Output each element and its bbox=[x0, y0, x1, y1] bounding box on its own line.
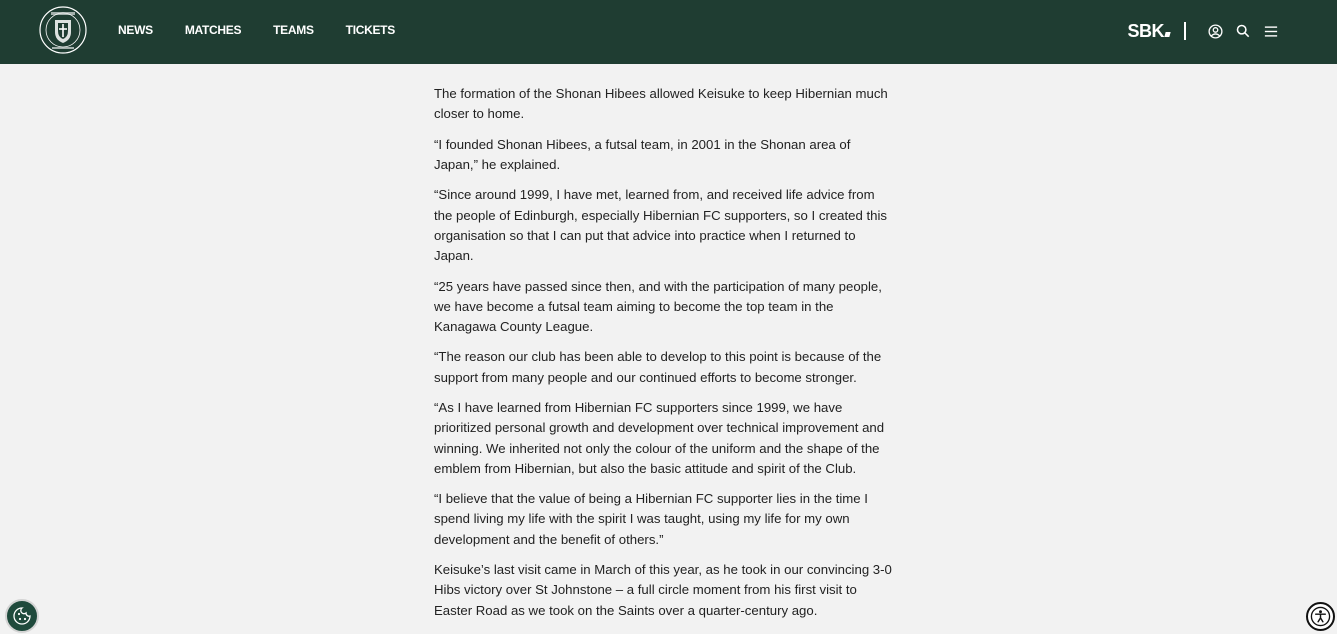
article-paragraph: “25 years have passed since then, and with the participation of many people, we have become a futsal team aiming to become the top team in the Kanagawa County League. bbox=[434, 278, 882, 334]
nav-matches[interactable]: MATCHES bbox=[184, 23, 242, 37]
article-paragraph: The formation of the Shonan Hibees allowed Keisuke to keep Hibernian much closer to home. bbox=[434, 86, 888, 122]
article-body bbox=[434, 84, 896, 631]
article-paragraph: “As I have learned from Hibernian FC supporters since 1999, we have prioritized personal growth and development over technical improvement and winning. We inherited not only the colour of the uniform and the shape of the emblem from Hibernian, but also the basic attitude and spirit of the Club. bbox=[434, 400, 885, 476]
article-paragraph: “I believe that the value of being a Hibernian FC supporter lies in the time I spend living my life with the spirit I was taught, using my life for my own development and the benefit of others.” bbox=[434, 491, 868, 547]
header-tools bbox=[1127, 0, 1279, 62]
sponsor-logo[interactable] bbox=[1127, 21, 1170, 42]
accessibility-button[interactable] bbox=[1306, 602, 1335, 631]
nav-tickets[interactable]: TICKETS bbox=[345, 23, 395, 37]
nav-news[interactable]: NEWS bbox=[118, 23, 153, 37]
header-divider bbox=[1184, 22, 1186, 40]
article-paragraph: “Since around 1999, I have met, learned from, and received life advice from the people of Edinburgh, especially Hibernian FC supporters, so I created this organisation so that I can put that advice into practice when I returned to Japan. bbox=[434, 187, 888, 264]
sponsor-label: SBK bbox=[1127, 20, 1164, 41]
article-paragraph: “The reason our club has been able to develop to this point is because of the support from many people and our continued efforts to become stronger. bbox=[434, 349, 882, 385]
article-paragraph: Keisuke’s last visit came in March of this year, as he took in our convincing 3-0 Hibs victory over St Johnstone – a full circle moment from his first visit to Easter Road as we took on the Saints over a quarter-century ago. bbox=[434, 562, 892, 618]
accessibility-icon bbox=[1310, 606, 1331, 627]
sponsor-mark-icon bbox=[1164, 32, 1170, 37]
menu-icon[interactable] bbox=[1263, 23, 1279, 39]
search-icon[interactable] bbox=[1235, 23, 1251, 39]
site-header bbox=[0, 0, 1337, 64]
cookie-icon bbox=[12, 606, 32, 626]
account-icon[interactable] bbox=[1207, 23, 1223, 39]
article-paragraph: “I founded Shonan Hibees, a futsal team, in 2001 in the Shonan area of Japan,” he explained. bbox=[434, 136, 851, 172]
club-crest-logo[interactable] bbox=[38, 3, 88, 60]
nav-teams[interactable]: TEAMS bbox=[273, 23, 314, 37]
cookie-settings-button[interactable] bbox=[5, 599, 39, 633]
main-nav bbox=[118, 0, 427, 60]
